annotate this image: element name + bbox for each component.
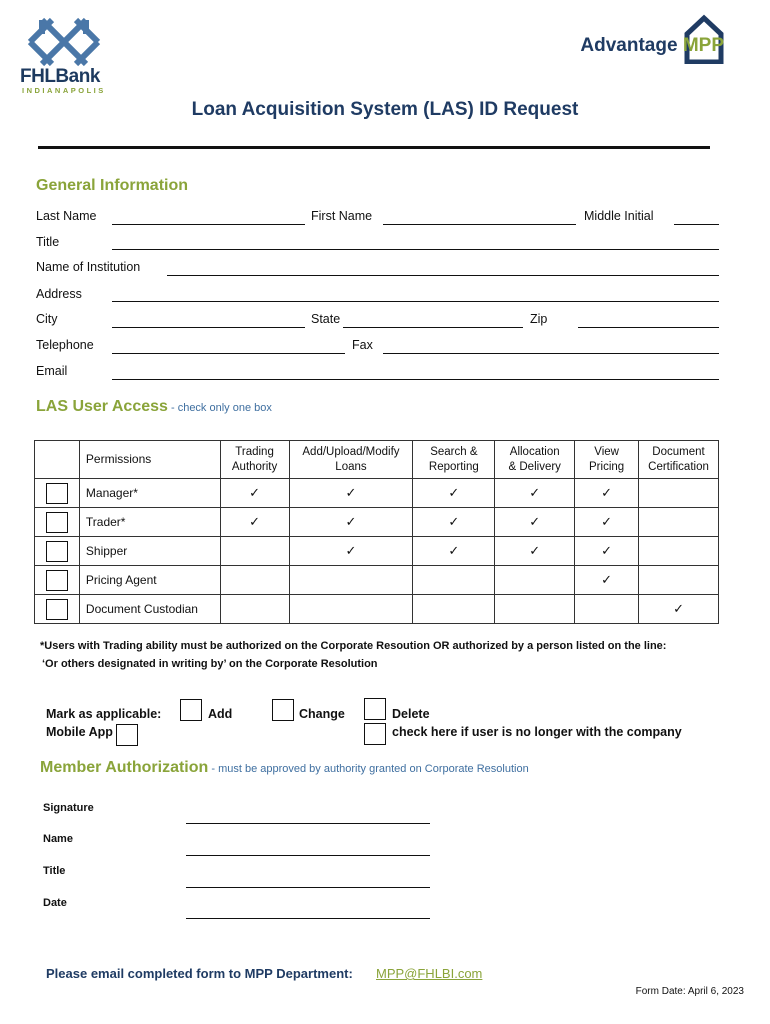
no-longer-with-company-checkbox[interactable] bbox=[364, 723, 386, 745]
permission-cell bbox=[220, 537, 289, 566]
permission-cell bbox=[495, 595, 575, 624]
column-header-text: Permissions bbox=[85, 452, 152, 466]
permission-cell bbox=[575, 566, 639, 595]
column-header bbox=[413, 441, 495, 479]
fax-field[interactable] bbox=[383, 353, 719, 354]
telephone-field[interactable] bbox=[112, 353, 345, 354]
permission-cell bbox=[639, 479, 719, 508]
permission-cell bbox=[639, 595, 719, 624]
checkmark-icon: ✓ bbox=[529, 543, 541, 558]
column-header-text: Trading bbox=[235, 445, 274, 458]
permission-cell bbox=[289, 566, 413, 595]
delete-note: check here if user is no longer with the company bbox=[392, 725, 682, 739]
checkmark-icon: ✓ bbox=[601, 485, 613, 500]
permission-cell bbox=[289, 508, 413, 537]
table-row bbox=[35, 479, 719, 508]
advantage-text: Advantage bbox=[580, 35, 678, 56]
fhlbank-subtitle: INDIANAPOLIS bbox=[22, 86, 106, 95]
permission-name: Manager* bbox=[79, 479, 220, 508]
city-label: City bbox=[36, 312, 58, 326]
table-row bbox=[35, 537, 719, 566]
permission-cell bbox=[289, 595, 413, 624]
row-checkbox-cell bbox=[35, 479, 80, 508]
table-header-row bbox=[35, 441, 719, 479]
zip-field[interactable] bbox=[578, 327, 719, 328]
permission-name: Trader* bbox=[79, 508, 220, 537]
add-checkbox[interactable] bbox=[180, 699, 202, 721]
table-row bbox=[35, 508, 719, 537]
row-checkbox[interactable] bbox=[46, 599, 68, 620]
row-checkbox-cell bbox=[35, 566, 80, 595]
mobile-app-label: Mobile App bbox=[46, 725, 113, 739]
change-checkbox[interactable] bbox=[272, 699, 294, 721]
signature-label: Signature bbox=[43, 802, 94, 814]
email-instruction: Please email completed form to MPP Department: bbox=[46, 966, 353, 981]
column-header-text: Loans bbox=[335, 460, 367, 473]
row-checkbox-cell bbox=[35, 595, 80, 624]
column-header-text: View bbox=[594, 445, 619, 458]
mark-applicable-label: Mark as applicable: bbox=[46, 707, 162, 721]
address-label: Address bbox=[36, 287, 82, 301]
permission-cell bbox=[495, 566, 575, 595]
permission-cell bbox=[220, 595, 289, 624]
mpp-text: MPP bbox=[682, 35, 724, 56]
permission-cell bbox=[575, 595, 639, 624]
state-label: State bbox=[311, 312, 341, 326]
checkmark-icon: ✓ bbox=[448, 485, 460, 500]
row-checkbox[interactable] bbox=[46, 483, 68, 504]
permission-cell bbox=[495, 479, 575, 508]
permission-cell bbox=[639, 566, 719, 595]
add-label: Add bbox=[208, 707, 233, 721]
row-checkbox-cell bbox=[35, 508, 80, 537]
row-checkbox[interactable] bbox=[46, 512, 68, 533]
authorization-heading-text: Member Authorization bbox=[40, 759, 209, 776]
column-header bbox=[79, 441, 220, 479]
checkmark-icon: ✓ bbox=[345, 514, 357, 529]
permission-cell bbox=[220, 566, 289, 595]
access-heading-text: LAS User Access bbox=[36, 398, 168, 415]
column-header bbox=[220, 441, 289, 479]
mobile-app-checkbox[interactable] bbox=[116, 724, 138, 746]
checkmark-icon: ✓ bbox=[601, 514, 613, 529]
middle-initial-field[interactable] bbox=[674, 224, 719, 225]
auth-name-field[interactable] bbox=[186, 855, 430, 856]
column-header-text: Certification bbox=[648, 460, 709, 473]
checkmark-icon: ✓ bbox=[345, 485, 357, 500]
row-checkbox-cell bbox=[35, 537, 80, 566]
column-header-text: Document bbox=[652, 445, 705, 458]
state-field[interactable] bbox=[343, 327, 523, 328]
column-header-text: & Delivery bbox=[508, 460, 561, 473]
advantage-mpp-logo bbox=[580, 35, 724, 57]
footnote-line-1: *Users with Trading ability must be authorized on the Corporate Resoution OR authorized by a person listed on the line: bbox=[40, 640, 667, 652]
general-heading: General Information bbox=[36, 177, 189, 194]
permission-cell bbox=[413, 537, 495, 566]
permission-cell bbox=[495, 537, 575, 566]
zip-label: Zip bbox=[530, 312, 548, 326]
authorization-note: - must be approved by authority granted on Corporate Resolution bbox=[208, 763, 529, 775]
permission-cell bbox=[639, 537, 719, 566]
title-divider bbox=[38, 146, 710, 149]
auth-title-label: Title bbox=[43, 865, 66, 877]
last-name-label: Last Name bbox=[36, 209, 97, 223]
access-heading bbox=[36, 398, 272, 416]
checkmark-icon: ✓ bbox=[529, 514, 541, 529]
title-label: Title bbox=[36, 235, 60, 249]
page-title: Loan Acquisition System (LAS) ID Request bbox=[191, 99, 579, 120]
permission-cell bbox=[413, 479, 495, 508]
mpp-email-link[interactable]: MPP@FHLBI.com bbox=[376, 966, 483, 981]
permission-name: Document Custodian bbox=[79, 595, 220, 624]
institution-field[interactable] bbox=[167, 275, 719, 276]
checkmark-icon: ✓ bbox=[673, 601, 684, 616]
permission-cell bbox=[413, 566, 495, 595]
permission-cell bbox=[413, 595, 495, 624]
permission-name: Pricing Agent bbox=[79, 566, 220, 595]
row-checkbox[interactable] bbox=[46, 570, 68, 591]
first-name-label: First Name bbox=[311, 209, 373, 223]
checkmark-icon: ✓ bbox=[249, 514, 261, 529]
authorization-heading bbox=[40, 759, 529, 777]
row-checkbox[interactable] bbox=[46, 541, 68, 562]
auth-date-field[interactable] bbox=[186, 918, 430, 919]
permission-cell bbox=[575, 508, 639, 537]
table-row bbox=[35, 595, 719, 624]
telephone-label: Telephone bbox=[36, 338, 94, 352]
permission-cell bbox=[639, 508, 719, 537]
form-date: Form Date: April 6, 2023 bbox=[635, 986, 744, 997]
checkmark-icon: ✓ bbox=[448, 514, 460, 529]
permission-cell bbox=[220, 508, 289, 537]
footnote-line-2: ‘Or others designated in writing by’ on the Corporate Resolution bbox=[42, 658, 378, 670]
fhlbank-name: FHLBank bbox=[20, 66, 100, 87]
permission-cell bbox=[413, 508, 495, 537]
checkmark-icon: ✓ bbox=[601, 543, 613, 558]
permission-cell bbox=[575, 537, 639, 566]
permission-cell bbox=[289, 479, 413, 508]
column-header bbox=[575, 441, 639, 479]
signature-field[interactable] bbox=[186, 823, 430, 824]
title-field[interactable] bbox=[112, 249, 719, 250]
column-header-text: Authority bbox=[231, 460, 278, 473]
middle-initial-label: Middle Initial bbox=[584, 209, 654, 223]
change-label: Change bbox=[299, 707, 345, 721]
column-header-text: Reporting bbox=[428, 460, 479, 473]
fax-label: Fax bbox=[352, 338, 373, 352]
checkmark-icon: ✓ bbox=[249, 485, 261, 500]
column-header-text: Add/Upload/Modify bbox=[302, 445, 400, 458]
delete-checkbox[interactable] bbox=[364, 698, 386, 720]
checkmark-icon: ✓ bbox=[601, 572, 613, 587]
permission-cell bbox=[220, 479, 289, 508]
auth-title-field[interactable] bbox=[186, 887, 430, 888]
permission-name: Shipper bbox=[79, 537, 220, 566]
column-header bbox=[495, 441, 575, 479]
column-header bbox=[639, 441, 719, 479]
permission-cell bbox=[495, 508, 575, 537]
delete-label: Delete bbox=[392, 707, 430, 721]
permission-cell bbox=[289, 537, 413, 566]
permissions-table bbox=[34, 440, 719, 624]
first-name-field[interactable] bbox=[383, 224, 576, 225]
address-field[interactable] bbox=[112, 301, 719, 302]
city-field[interactable] bbox=[112, 327, 305, 328]
checkmark-icon: ✓ bbox=[448, 543, 460, 558]
access-note: - check only one box bbox=[167, 402, 272, 414]
table-row bbox=[35, 566, 719, 595]
column-header-text: Allocation bbox=[509, 445, 560, 458]
institution-label: Name of Institution bbox=[36, 260, 141, 274]
auth-name-label: Name bbox=[43, 833, 73, 845]
auth-date-label: Date bbox=[43, 897, 67, 909]
checkmark-icon: ✓ bbox=[345, 543, 357, 558]
checkbox-column-header bbox=[35, 441, 80, 479]
column-header-text: Search & bbox=[430, 445, 478, 458]
email-label: Email bbox=[36, 364, 68, 378]
last-name-field[interactable] bbox=[112, 224, 305, 225]
email-field[interactable] bbox=[112, 379, 719, 380]
column-header-text: Pricing bbox=[589, 460, 625, 473]
permission-cell bbox=[575, 479, 639, 508]
checkmark-icon: ✓ bbox=[529, 485, 541, 500]
column-header bbox=[289, 441, 413, 479]
